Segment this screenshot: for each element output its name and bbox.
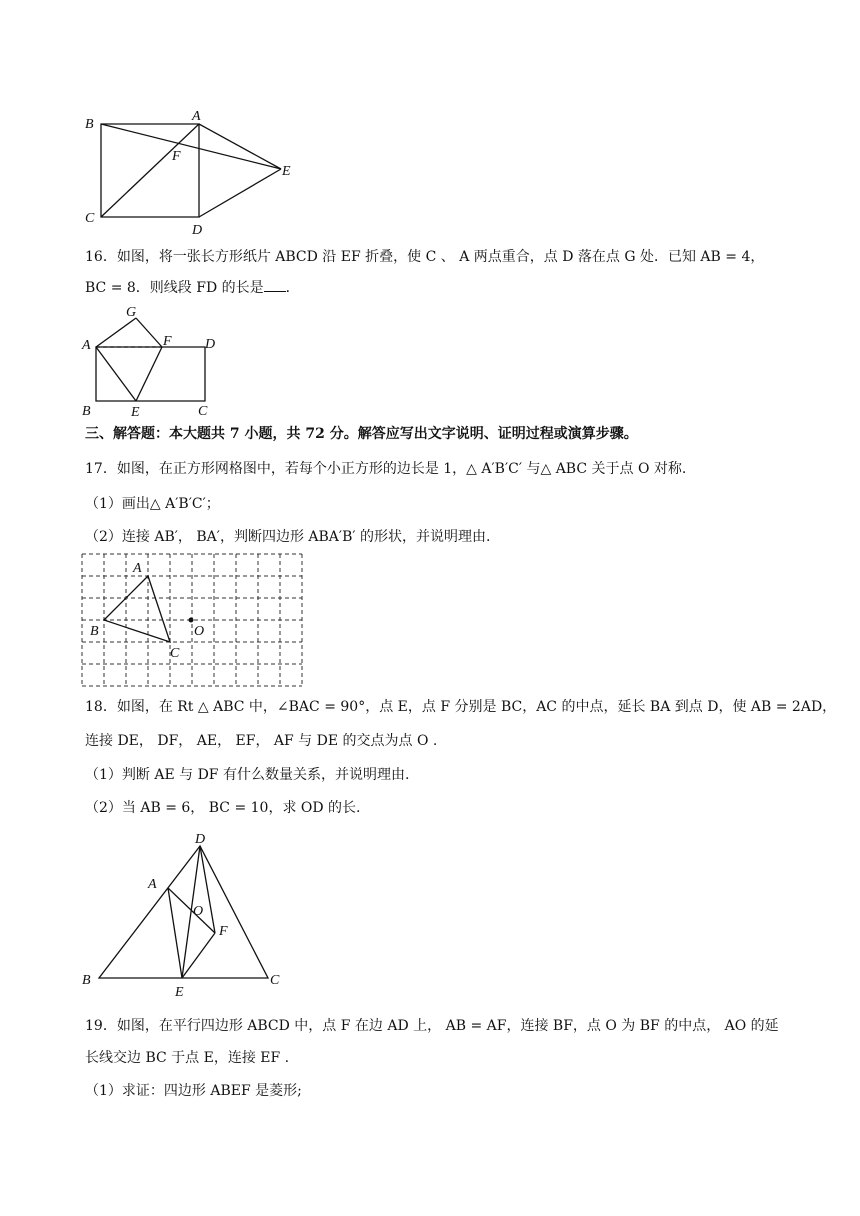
q18-line1: 18．如图，在 Rt △ ABC 中，∠BAC = 90°，点 E，点 F 分别是 BC，AC 的中点，延长 BA 到点 D，使 AB = 2AD， [85, 699, 837, 715]
q18-line2: 连接 DE， DF， AE， EF， AF 与 DE 的交点为点 O . [85, 733, 438, 749]
label-d: D [192, 223, 203, 238]
label-b: B [85, 117, 94, 132]
label-e: E [131, 405, 140, 420]
label-f: F [163, 334, 172, 349]
label-d: D [195, 832, 206, 847]
q19-line1: 19．如图，在平行四边形 ABCD 中，点 F 在边 AD 上， AB = AF，连接 BF，点 O 为 BF 的中点， AO 的延 [85, 1018, 779, 1034]
q18-sub2: （2）当 AB = 6， BC = 10，求 OD 的长. [85, 800, 361, 816]
q19-line2: 长线交边 BC 于点 E，连接 EF . [85, 1050, 290, 1066]
q19-sub1: （1）求证：四边形 ABEF 是菱形; [85, 1083, 302, 1099]
triangle-dbc [99, 846, 268, 978]
label-o: O [193, 904, 204, 919]
label-c: C [270, 973, 280, 988]
label-a: A [148, 877, 157, 892]
section-heading: 三、解答题：本大题共 7 小题，共 72 分。解答应写出文字说明、证明过程或演算步骤。 [85, 426, 638, 442]
q17-line1: 17．如图，在正方形网格图中，若每个小正方形的边长是 1，△ A′B′C′ 与△ ABC 关于点 O 对称. [85, 461, 687, 477]
q17-sub2: （2）连接 AB′， BA′，判断四边形 ABA′B′ 的形状，并说明理由. [85, 529, 491, 545]
label-a: A [192, 109, 201, 124]
label-f: F [219, 924, 228, 939]
label-o: O [194, 624, 205, 639]
label-a: A [133, 561, 142, 576]
label-d: D [205, 337, 216, 352]
q18-sub1: （1）判断 AE 与 DF 有什么数量关系，并说明理由. [85, 767, 410, 783]
q16-line2-a: BC = 8．则线段 FD 的长是 [85, 280, 264, 296]
label-c: C [198, 404, 208, 419]
label-c: C [170, 646, 180, 661]
label-e: E [175, 985, 184, 1000]
label-b: B [90, 624, 99, 639]
label-c: C [85, 211, 95, 226]
label-a: A [82, 338, 91, 353]
label-b: B [82, 973, 91, 988]
label-g: G [126, 305, 137, 320]
segment-ae [168, 888, 182, 978]
label-e: E [282, 164, 291, 179]
label-f: F [172, 149, 181, 164]
q17-sub1: （1）画出△ A′B′C′； [85, 496, 220, 512]
q16-line2-b: ． [285, 280, 300, 296]
q16-line1: 16．如图，将一张长方形纸片 ABCD 沿 EF 折叠，使 C 、 A 两点重合，点 D 落在点 G 处．已知 AB = 4， [85, 249, 765, 265]
label-b: B [82, 404, 91, 419]
